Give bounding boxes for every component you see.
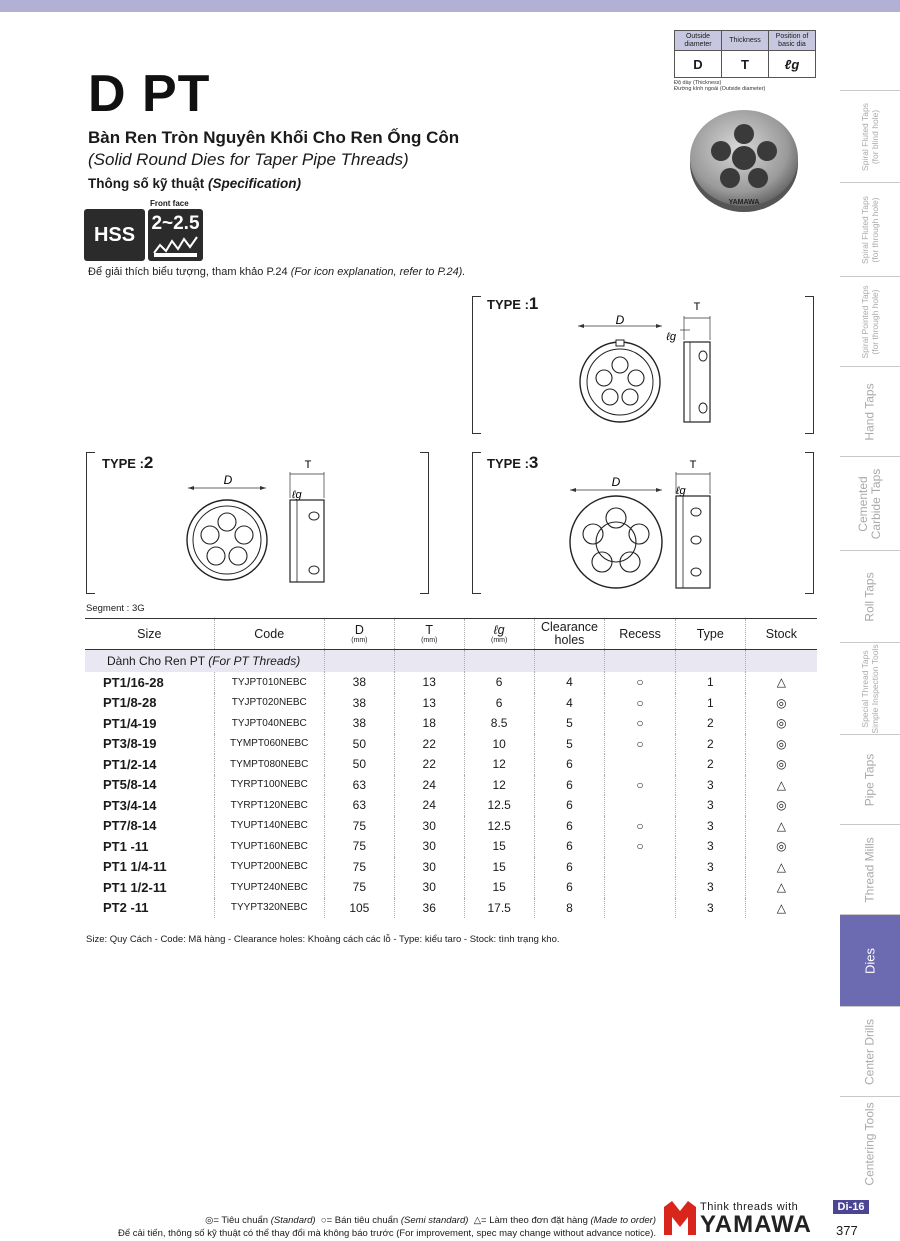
cell-stock: △ — [745, 857, 817, 878]
type1-dim-d: D — [615, 313, 625, 327]
col-stock: Stock — [745, 619, 817, 650]
col-recess: Recess — [605, 619, 675, 650]
cell-stock: ◎ — [745, 734, 817, 755]
sidebar-item-pipe-taps[interactable] — [840, 734, 900, 825]
cell-t: 36 — [394, 898, 464, 919]
thread-profile-icon — [148, 209, 203, 261]
type3-bracket-right — [805, 452, 814, 594]
cell-t: 22 — [394, 734, 464, 755]
yamawa-logo-mark — [664, 1201, 696, 1235]
cell-d: 63 — [324, 795, 394, 816]
type3-diagram — [562, 458, 722, 592]
key-note-thickness: Độ dày (Thickness) — [674, 80, 722, 86]
cell-size: PT1 1/2-11 — [103, 879, 167, 895]
cell-clear: 4 — [534, 693, 605, 714]
cell-stock: ◎ — [745, 693, 817, 714]
cell-type: 2 — [675, 713, 745, 734]
cell-d: 38 — [324, 693, 394, 714]
cell-recess: ○ — [605, 734, 675, 755]
key-note-outside-diameter: Đường kính ngoài (Outside diameter) — [674, 86, 766, 92]
cell-stock: △ — [745, 672, 817, 693]
cell-recess — [605, 857, 675, 878]
type3-label: TYPE :3 — [487, 453, 539, 472]
col-t: T (mm) — [394, 619, 464, 650]
table-row — [85, 795, 817, 816]
cell-clear: 6 — [534, 877, 605, 898]
cell-recess — [605, 877, 675, 898]
section-row — [85, 650, 817, 673]
key-symbol-lg: ℓg — [769, 51, 816, 78]
key-header-basic-dia: Position of basic dia — [769, 31, 816, 51]
type1-dim-t: T — [693, 301, 701, 313]
key-header-thickness: Thickness — [722, 31, 769, 51]
table-row — [85, 898, 817, 919]
table-row — [85, 754, 817, 775]
type1-dim-lg: ℓg — [666, 331, 676, 343]
subtitle-english: (Solid Round Dies for Taper Pipe Threads) — [88, 150, 409, 169]
col-type: Type — [675, 619, 745, 650]
cell-t: 22 — [394, 754, 464, 775]
logo-name: YAMAWA — [700, 1211, 812, 1238]
cell-clear: 8 — [534, 898, 605, 919]
page-title: D PT — [88, 65, 211, 123]
spec-change-notice: Để cải tiến, thông số kỹ thuật có thể thay đổi mà không báo trước (For improvement, spec may change without advance notice). — [117, 1228, 656, 1239]
sidebar-item-label: Dies — [862, 947, 878, 975]
subtitle-vietnamese: Bàn Ren Tròn Nguyên Khối Cho Ren Ống Côn — [88, 128, 460, 147]
cell-lg: 15 — [464, 857, 534, 878]
cell-type: 1 — [675, 672, 745, 693]
col-clearance: Clearance holes — [534, 619, 605, 650]
cell-lg: 15 — [464, 836, 534, 857]
cell-type: 2 — [675, 754, 745, 775]
type1-bracket-right — [805, 296, 814, 434]
type3-dim-d: D — [611, 475, 621, 489]
table-row — [85, 857, 817, 878]
sidebar-item-thread-mills[interactable] — [840, 824, 900, 915]
cell-clear: 6 — [534, 816, 605, 837]
dimension-key-table — [674, 30, 816, 78]
cell-recess — [605, 754, 675, 775]
cell-type: 1 — [675, 693, 745, 714]
type2-bracket-right — [420, 452, 429, 594]
col-d: D (mm) — [324, 619, 394, 650]
page-number: 377 — [836, 1223, 858, 1238]
cell-d: 50 — [324, 754, 394, 775]
type3-dim-t: T — [689, 459, 697, 471]
cell-t: 24 — [394, 775, 464, 796]
cell-recess: ○ — [605, 672, 675, 693]
sidebar-item-label: Spiral Pointed Taps (for through hole) — [860, 285, 880, 359]
sidebar-item-label: Center Drills — [862, 1018, 877, 1086]
cell-type: 3 — [675, 836, 745, 857]
sidebar-item-label: Special Thread Taps Simple Inspection Tools — [860, 644, 880, 734]
cell-code: TYUPT140NEBC — [214, 816, 324, 837]
sidebar-item-label: Spiral Fluted Taps (for blind hole) — [860, 103, 880, 171]
table-row — [85, 672, 817, 693]
product-spec-table — [85, 618, 817, 918]
cell-lg: 17.5 — [464, 898, 534, 919]
cell-lg: 6 — [464, 693, 534, 714]
cell-lg: 12 — [464, 775, 534, 796]
cell-t: 30 — [394, 816, 464, 837]
cell-type: 3 — [675, 898, 745, 919]
cell-stock: △ — [745, 877, 817, 898]
page-section-id: Di-16 — [833, 1200, 869, 1214]
sidebar-item-label: Cemented Carbide Taps — [856, 468, 883, 540]
cell-type: 3 — [675, 775, 745, 796]
cell-clear: 6 — [534, 775, 605, 796]
type1-bracket-left — [472, 296, 481, 434]
cell-type: 3 — [675, 816, 745, 837]
cell-lg: 10 — [464, 734, 534, 755]
cell-code: TYRPT100NEBC — [214, 775, 324, 796]
cell-d: 50 — [324, 734, 394, 755]
cell-t: 30 — [394, 877, 464, 898]
cell-d: 75 — [324, 816, 394, 837]
table-row — [85, 877, 817, 898]
sidebar-item-centering-tools[interactable] — [840, 1096, 900, 1191]
section-title: Dành Cho Ren PT (For PT Threads) — [85, 650, 324, 673]
cell-clear: 6 — [534, 754, 605, 775]
type2-dim-lg: ℓg — [292, 489, 302, 501]
type3-bracket-left — [472, 452, 481, 594]
cell-stock: ◎ — [745, 836, 817, 857]
product-brand-text: YAMAWA — [728, 199, 760, 206]
cell-clear: 5 — [534, 734, 605, 755]
cell-size: PT1/16-28 — [103, 674, 164, 690]
cell-size: PT1 1/4-11 — [103, 859, 167, 875]
top-color-bar — [0, 0, 900, 12]
cell-code: TYRPT120NEBC — [214, 795, 324, 816]
key-symbol-t: T — [722, 51, 769, 78]
cell-recess: ○ — [605, 713, 675, 734]
cell-type: 2 — [675, 734, 745, 755]
cell-d: 75 — [324, 877, 394, 898]
front-face-label: Front face — [150, 199, 189, 208]
cell-recess: ○ — [605, 693, 675, 714]
type1-diagram — [570, 296, 720, 432]
sidebar-item-dies[interactable] — [840, 914, 900, 1007]
cell-clear: 4 — [534, 672, 605, 693]
cell-clear: 6 — [534, 857, 605, 878]
cell-size: PT7/8-14 — [103, 818, 157, 834]
type3-dim-lg: ℓg — [676, 485, 686, 497]
front-face-value: 2~2.5 — [151, 213, 200, 234]
cell-lg: 6 — [464, 672, 534, 693]
col-code: Code — [214, 619, 324, 650]
icon-explanation-note: Để giải thích biểu tượng, tham khảo P.24 (For icon explanation, refer to P.24). — [88, 266, 466, 278]
cell-code: TYUPT160NEBC — [214, 836, 324, 857]
table-row — [85, 693, 817, 714]
cell-clear: 6 — [534, 836, 605, 857]
cell-lg: 12.5 — [464, 795, 534, 816]
cell-clear: 5 — [534, 713, 605, 734]
key-symbol-d: D — [675, 51, 722, 78]
cell-t: 30 — [394, 857, 464, 878]
hss-material-icon: HSS — [84, 209, 145, 261]
cell-lg: 12.5 — [464, 816, 534, 837]
cell-code: TYJPT040NEBC — [214, 713, 324, 734]
cell-size: PT2 -11 — [103, 900, 149, 916]
cell-type: 3 — [675, 857, 745, 878]
stock-legend: ◎= Tiêu chuẩn (Standard) ○= Bán tiêu chuẩn (Semi standard) △= Làm theo đơn đặt hàng (Made to order) — [205, 1215, 656, 1226]
sidebar-item-cemented[interactable] — [840, 456, 900, 551]
cell-stock: △ — [745, 816, 817, 837]
table-row — [85, 836, 817, 857]
cell-code: TYJPT010NEBC — [214, 672, 324, 693]
sidebar-item-label: Roll Taps — [862, 572, 877, 622]
cell-d: 75 — [324, 836, 394, 857]
col-size: Size — [85, 619, 214, 650]
cell-stock: ◎ — [745, 754, 817, 775]
table-footnote: Size: Quy Cách - Code: Mã hàng - Clearance holes: Khoảng cách các lỗ - Type: kiểu taro - Stock: tình trạng kho. — [86, 934, 560, 945]
cell-size: PT3/8-19 — [103, 736, 157, 752]
sidebar-item-label: Spiral Fluted Taps (for through hole) — [860, 196, 880, 264]
type1-label: TYPE :1 — [487, 294, 539, 313]
cell-type: 3 — [675, 795, 745, 816]
cell-code: TYMPT060NEBC — [214, 734, 324, 755]
cell-recess: ○ — [605, 816, 675, 837]
cell-code: TYUPT240NEBC — [214, 877, 324, 898]
sidebar-item-label: Pipe Taps — [862, 753, 877, 807]
cell-recess: ○ — [605, 836, 675, 857]
cell-stock: △ — [745, 775, 817, 796]
cell-type: 3 — [675, 877, 745, 898]
col-lg: ℓg (mm) — [464, 619, 534, 650]
cell-size: PT5/8-14 — [103, 777, 157, 793]
table-row — [85, 775, 817, 796]
sidebar-item-spiral-fluted-taps[interactable] — [840, 182, 900, 277]
sidebar-item-center-drills[interactable] — [840, 1006, 900, 1097]
sidebar-item-roll-taps[interactable] — [840, 550, 900, 643]
segment-label: Segment : 3G — [86, 603, 145, 614]
cell-d: 105 — [324, 898, 394, 919]
cell-size: PT1/4-19 — [103, 715, 157, 731]
sidebar-item-label: Hand Taps — [862, 383, 877, 441]
front-face-icon — [148, 209, 203, 261]
cell-size: PT1/8-28 — [103, 695, 157, 711]
product-photo-die — [688, 104, 800, 214]
sidebar-item-hand-taps[interactable] — [840, 366, 900, 457]
cell-size: PT1/2-14 — [103, 756, 157, 772]
type2-diagram — [180, 458, 340, 592]
sidebar-item-special-thread-taps[interactable] — [840, 642, 900, 735]
type2-dim-t: T — [304, 459, 312, 471]
cell-stock: △ — [745, 898, 817, 919]
sidebar-item-label: Thread Mills — [862, 837, 877, 903]
cell-code: TYYPT320NEBC — [214, 898, 324, 919]
type2-dim-d: D — [223, 473, 233, 487]
cell-lg: 15 — [464, 877, 534, 898]
spec-heading: Thông số kỹ thuật (Specification) — [88, 176, 302, 191]
cell-d: 75 — [324, 857, 394, 878]
cell-recess — [605, 795, 675, 816]
cell-recess — [605, 898, 675, 919]
cell-code: TYMPT080NEBC — [214, 754, 324, 775]
cell-t: 24 — [394, 795, 464, 816]
key-header-outside-diameter: Outside diameter — [675, 31, 722, 51]
cell-stock: ◎ — [745, 713, 817, 734]
cell-t: 13 — [394, 693, 464, 714]
cell-size: PT3/4-14 — [103, 797, 157, 813]
cell-clear: 6 — [534, 795, 605, 816]
cell-t: 13 — [394, 672, 464, 693]
sidebar-item-spiral-pointed-taps[interactable] — [840, 276, 900, 367]
cell-d: 38 — [324, 672, 394, 693]
cell-lg: 12 — [464, 754, 534, 775]
sidebar-item-label: Centering Tools — [862, 1102, 877, 1186]
cell-stock: ◎ — [745, 795, 817, 816]
table-row — [85, 816, 817, 837]
sidebar-item-spiral-fluted-taps[interactable] — [840, 90, 900, 183]
cell-code: TYUPT200NEBC — [214, 857, 324, 878]
cell-size: PT1 -11 — [103, 838, 149, 854]
cell-d: 38 — [324, 713, 394, 734]
table-row — [85, 713, 817, 734]
type2-bracket-left — [86, 452, 95, 594]
cell-code: TYJPT020NEBC — [214, 693, 324, 714]
cell-t: 30 — [394, 836, 464, 857]
logo-tagline: Think threads with — [700, 1201, 799, 1213]
type2-label: TYPE :2 — [102, 453, 154, 472]
cell-t: 18 — [394, 713, 464, 734]
cell-recess: ○ — [605, 775, 675, 796]
table-row — [85, 734, 817, 755]
cell-d: 63 — [324, 775, 394, 796]
cell-lg: 8.5 — [464, 713, 534, 734]
